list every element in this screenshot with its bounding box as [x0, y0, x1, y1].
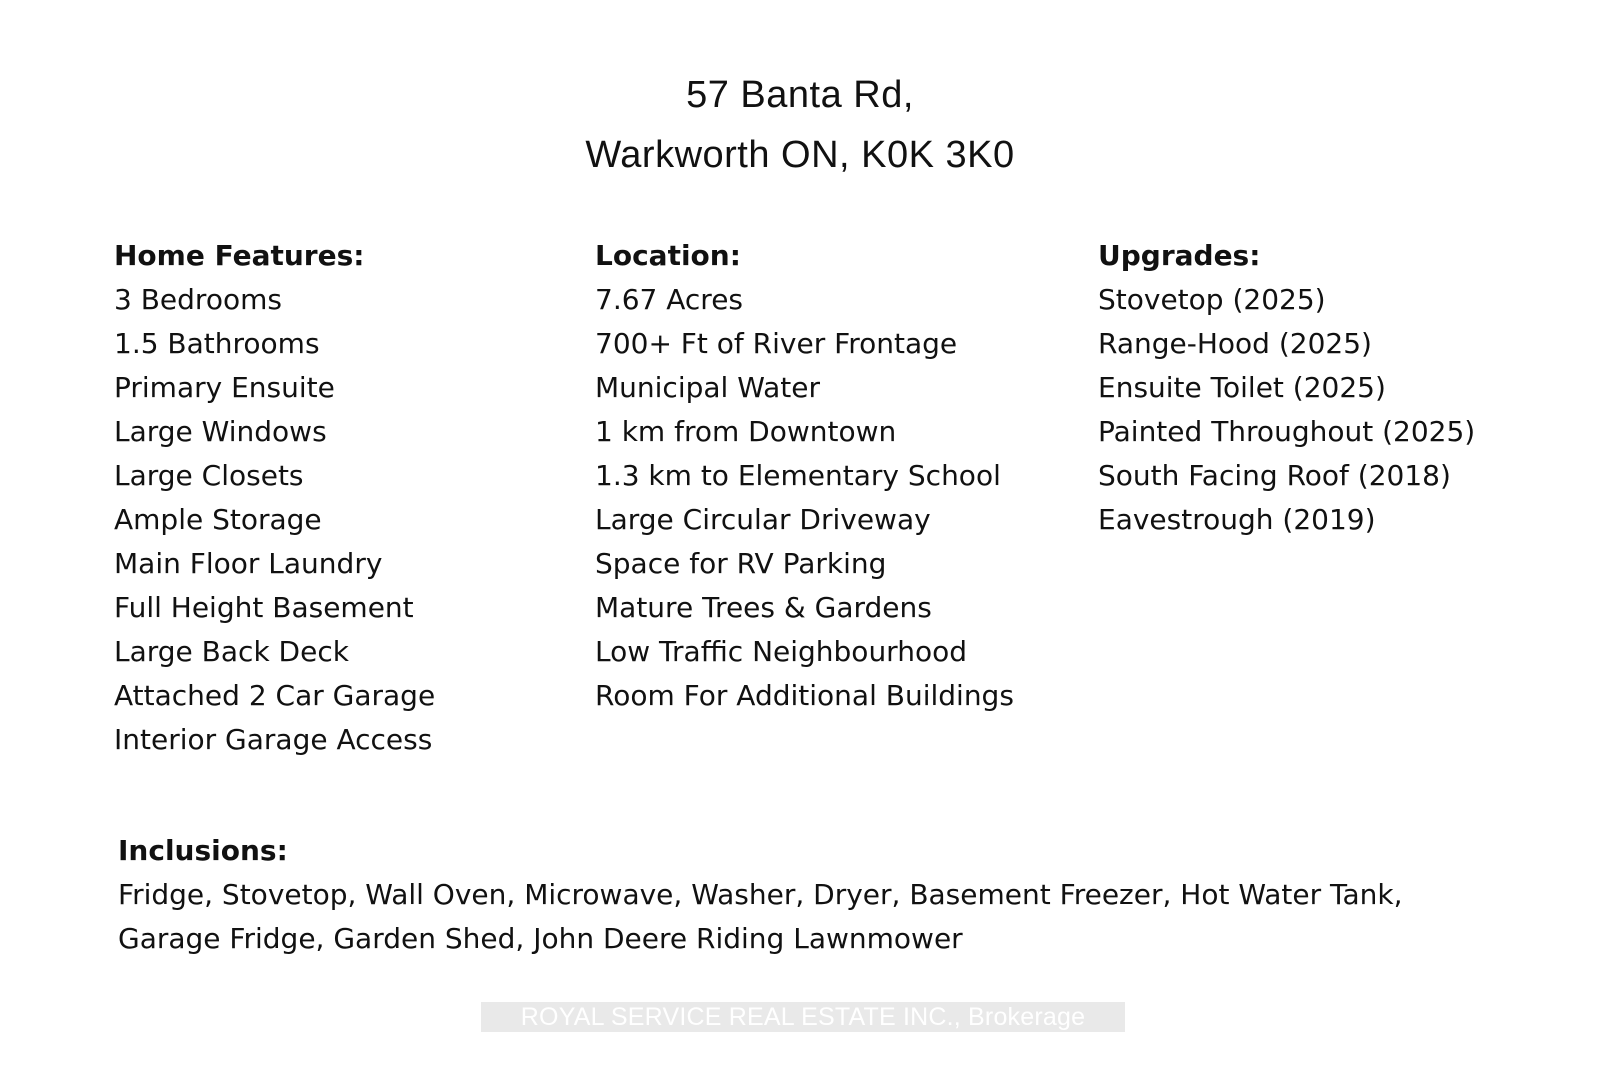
home-features-column — [114, 234, 435, 762]
home-features-heading: Home Features: — [114, 239, 365, 272]
home-feature-item: 3 Bedrooms — [114, 283, 282, 316]
home-feature-item: Attached 2 Car Garage — [114, 679, 436, 712]
location-item: 7.67 Acres — [595, 283, 744, 316]
inclusions-text-line-1: Fridge, Stovetop, Wall Oven, Microwave, Washer, Dryer, Basement Freezer, Hot Water Tank, — [118, 878, 1403, 911]
location-item: Large Circular Driveway — [595, 503, 931, 536]
location-item: 1 km from Downtown — [595, 415, 897, 448]
upgrade-item: Painted Throughout (2025) — [1098, 415, 1476, 448]
location-item: Municipal Water — [595, 371, 820, 404]
home-features-list — [114, 278, 435, 762]
home-feature-item: Large Back Deck — [114, 635, 349, 668]
location-item: Room For Additional Buildings — [595, 679, 1014, 712]
location-heading: Location: — [595, 239, 741, 272]
location-item: 1.3 km to Elementary School — [595, 459, 1001, 492]
upgrades-list — [1098, 278, 1475, 542]
home-feature-item: Ample Storage — [114, 503, 322, 536]
home-feature-item: Large Closets — [114, 459, 304, 492]
inclusions-heading: Inclusions: — [118, 834, 288, 867]
home-feature-item: Interior Garage Access — [114, 723, 433, 756]
home-feature-item: 1.5 Bathrooms — [114, 327, 320, 360]
upgrade-item: Range-Hood (2025) — [1098, 327, 1372, 360]
upgrades-heading: Upgrades: — [1098, 239, 1261, 272]
location-item: Mature Trees & Gardens — [595, 591, 932, 624]
page-title-line-2: Warkworth ON, K0K 3K0 — [585, 134, 1015, 176]
page-title-line-1: 57 Banta Rd, — [686, 74, 914, 116]
home-feature-item: Main Floor Laundry — [114, 547, 383, 580]
inclusions-text-line-2: Garage Fridge, Garden Shed, John Deere Riding Lawnmower — [118, 922, 963, 955]
brokerage-watermark: ROYAL SERVICE REAL ESTATE INC., Brokerage — [481, 1002, 1125, 1032]
home-feature-item: Large Windows — [114, 415, 327, 448]
location-list — [595, 278, 1014, 718]
location-item: Space for RV Parking — [595, 547, 887, 580]
inclusions-section — [118, 829, 1538, 961]
home-feature-item: Full Height Basement — [114, 591, 414, 624]
upgrade-item: Eavestrough (2019) — [1098, 503, 1376, 536]
upgrade-item: South Facing Roof (2018) — [1098, 459, 1451, 492]
home-feature-item: Primary Ensuite — [114, 371, 335, 404]
upgrades-column — [1098, 234, 1475, 542]
upgrade-item: Ensuite Toilet (2025) — [1098, 371, 1386, 404]
location-column — [595, 234, 1014, 718]
upgrade-item: Stovetop (2025) — [1098, 283, 1326, 316]
location-item: Low Traffic Neighbourhood — [595, 635, 967, 668]
location-item: 700+ Ft of River Frontage — [595, 327, 958, 360]
